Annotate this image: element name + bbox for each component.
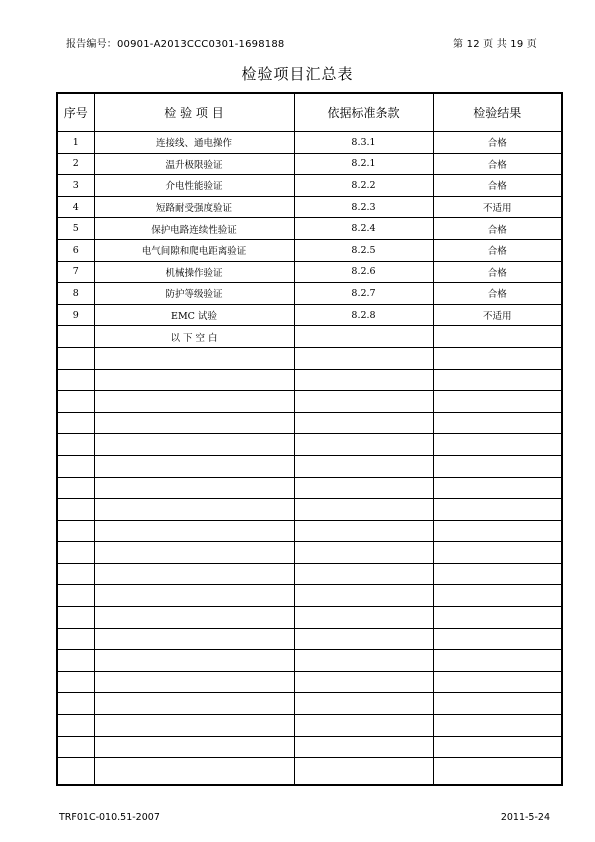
cell-no bbox=[57, 628, 94, 650]
cell-result: 不适用 bbox=[433, 196, 562, 218]
cell-item bbox=[94, 499, 294, 521]
cell-no: 3 bbox=[57, 175, 94, 197]
form-number: TRF01C-010.51-2007 bbox=[59, 812, 160, 823]
cell-clause bbox=[294, 542, 433, 564]
cell-no bbox=[57, 671, 94, 693]
cell-result: 合格 bbox=[433, 283, 562, 305]
cell-no bbox=[57, 326, 94, 348]
cell-clause bbox=[294, 347, 433, 369]
cell-item: 防护等级验证 bbox=[94, 283, 294, 305]
table-row bbox=[57, 369, 562, 391]
column-header-clause: 依据标准条款 bbox=[294, 93, 433, 132]
cell-clause bbox=[294, 650, 433, 672]
cell-item bbox=[94, 369, 294, 391]
table-row bbox=[57, 520, 562, 542]
cell-no bbox=[57, 369, 94, 391]
table-row bbox=[57, 499, 562, 521]
cell-result: 合格 bbox=[433, 261, 562, 283]
cell-clause: 8.2.6 bbox=[294, 261, 433, 283]
cell-no bbox=[57, 650, 94, 672]
cell-no bbox=[57, 347, 94, 369]
cell-result bbox=[433, 326, 562, 348]
table-row bbox=[57, 239, 562, 261]
cell-no bbox=[57, 585, 94, 607]
table-row bbox=[57, 283, 562, 305]
cell-clause bbox=[294, 455, 433, 477]
cell-item bbox=[94, 391, 294, 413]
column-header-no: 序号 bbox=[57, 93, 94, 132]
table-row bbox=[57, 671, 562, 693]
cell-clause bbox=[294, 326, 433, 348]
cell-clause bbox=[294, 715, 433, 737]
table-body bbox=[57, 132, 562, 786]
cell-result bbox=[433, 736, 562, 758]
cell-clause bbox=[294, 369, 433, 391]
cell-item bbox=[94, 347, 294, 369]
cell-item: EMC 试验 bbox=[94, 304, 294, 326]
cell-no bbox=[57, 434, 94, 456]
page-info: 第 12 页 共 19 页 bbox=[453, 39, 537, 50]
cell-clause bbox=[294, 607, 433, 629]
cell-no bbox=[57, 542, 94, 564]
table-row bbox=[57, 326, 562, 348]
cell-no bbox=[57, 607, 94, 629]
cell-result bbox=[433, 412, 562, 434]
end-note: 以 下 空 白 bbox=[94, 326, 294, 348]
cell-clause bbox=[294, 563, 433, 585]
cell-no bbox=[57, 477, 94, 499]
table-row bbox=[57, 693, 562, 715]
cell-clause: 8.2.4 bbox=[294, 218, 433, 240]
table-row bbox=[57, 650, 562, 672]
table-row bbox=[57, 412, 562, 434]
cell-item bbox=[94, 520, 294, 542]
cell-result bbox=[433, 542, 562, 564]
table-row bbox=[57, 563, 562, 585]
column-header-result: 检验结果 bbox=[433, 93, 562, 132]
table-row bbox=[57, 218, 562, 240]
cell-result: 合格 bbox=[433, 175, 562, 197]
cell-result: 合格 bbox=[433, 153, 562, 175]
table-row bbox=[57, 196, 562, 218]
cell-clause bbox=[294, 693, 433, 715]
cell-result bbox=[433, 628, 562, 650]
cell-item: 电气间隙和爬电距离验证 bbox=[94, 239, 294, 261]
cell-item bbox=[94, 412, 294, 434]
footer-date: 2011-5-24 bbox=[500, 812, 550, 823]
cell-item: 保护电路连续性验证 bbox=[94, 218, 294, 240]
cell-result bbox=[433, 563, 562, 585]
cell-no: 8 bbox=[57, 283, 94, 305]
table-row bbox=[57, 153, 562, 175]
page-title: 检验项目汇总表 bbox=[241, 65, 354, 83]
cell-result: 不适用 bbox=[433, 304, 562, 326]
cell-item bbox=[94, 563, 294, 585]
cell-result bbox=[433, 758, 562, 786]
cell-clause: 8.2.1 bbox=[294, 153, 433, 175]
cell-no bbox=[57, 715, 94, 737]
table-row bbox=[57, 628, 562, 650]
cell-no bbox=[57, 758, 94, 786]
table-row bbox=[57, 455, 562, 477]
column-header-item: 检 验 项 目 bbox=[94, 93, 294, 132]
cell-result bbox=[433, 499, 562, 521]
cell-item bbox=[94, 542, 294, 564]
cell-clause: 8.2.3 bbox=[294, 196, 433, 218]
table-row bbox=[57, 347, 562, 369]
cell-item bbox=[94, 434, 294, 456]
cell-result bbox=[433, 369, 562, 391]
table-row bbox=[57, 585, 562, 607]
cell-item bbox=[94, 607, 294, 629]
cell-item bbox=[94, 693, 294, 715]
cell-result: 合格 bbox=[433, 132, 562, 154]
table-row bbox=[57, 175, 562, 197]
table-header-row bbox=[57, 93, 562, 132]
cell-item: 介电性能验证 bbox=[94, 175, 294, 197]
cell-item bbox=[94, 671, 294, 693]
cell-item bbox=[94, 455, 294, 477]
cell-clause: 8.2.8 bbox=[294, 304, 433, 326]
cell-clause bbox=[294, 736, 433, 758]
cell-no bbox=[57, 391, 94, 413]
cell-result bbox=[433, 693, 562, 715]
cell-clause bbox=[294, 520, 433, 542]
cell-item bbox=[94, 585, 294, 607]
cell-clause bbox=[294, 671, 433, 693]
table-row bbox=[57, 304, 562, 326]
cell-item bbox=[94, 758, 294, 786]
table-row bbox=[57, 391, 562, 413]
table-row bbox=[57, 607, 562, 629]
cell-result bbox=[433, 477, 562, 499]
cell-no bbox=[57, 499, 94, 521]
cell-clause: 8.2.5 bbox=[294, 239, 433, 261]
cell-no: 2 bbox=[57, 153, 94, 175]
table-row bbox=[57, 715, 562, 737]
table-row bbox=[57, 132, 562, 154]
inspection-summary-table bbox=[56, 92, 563, 786]
cell-item bbox=[94, 715, 294, 737]
table-row bbox=[57, 261, 562, 283]
cell-no: 9 bbox=[57, 304, 94, 326]
cell-no bbox=[57, 693, 94, 715]
cell-item bbox=[94, 477, 294, 499]
table-row bbox=[57, 542, 562, 564]
cell-clause bbox=[294, 391, 433, 413]
cell-item: 短路耐受强度验证 bbox=[94, 196, 294, 218]
cell-result bbox=[433, 391, 562, 413]
cell-item bbox=[94, 650, 294, 672]
cell-item: 温升极限验证 bbox=[94, 153, 294, 175]
cell-result bbox=[433, 520, 562, 542]
cell-clause bbox=[294, 412, 433, 434]
cell-no bbox=[57, 412, 94, 434]
cell-clause bbox=[294, 499, 433, 521]
report-number: 报告编号：00901-A2013CCC0301-1698188 bbox=[66, 39, 285, 50]
table-row bbox=[57, 736, 562, 758]
cell-result bbox=[433, 585, 562, 607]
cell-item: 连接线、通电操作 bbox=[94, 132, 294, 154]
cell-clause bbox=[294, 585, 433, 607]
cell-item bbox=[94, 736, 294, 758]
cell-result bbox=[433, 607, 562, 629]
cell-no: 4 bbox=[57, 196, 94, 218]
cell-no: 1 bbox=[57, 132, 94, 154]
cell-result bbox=[433, 434, 562, 456]
cell-clause bbox=[294, 477, 433, 499]
cell-result bbox=[433, 347, 562, 369]
table-row bbox=[57, 434, 562, 456]
cell-no: 7 bbox=[57, 261, 94, 283]
cell-no: 5 bbox=[57, 218, 94, 240]
cell-clause: 8.3.1 bbox=[294, 132, 433, 154]
cell-item: 机械操作验证 bbox=[94, 261, 294, 283]
cell-result bbox=[433, 715, 562, 737]
cell-no bbox=[57, 455, 94, 477]
cell-result bbox=[433, 650, 562, 672]
cell-item bbox=[94, 628, 294, 650]
cell-clause bbox=[294, 628, 433, 650]
cell-clause bbox=[294, 758, 433, 786]
cell-result bbox=[433, 671, 562, 693]
cell-no bbox=[57, 736, 94, 758]
table-row bbox=[57, 477, 562, 499]
cell-clause bbox=[294, 434, 433, 456]
cell-no bbox=[57, 563, 94, 585]
cell-no bbox=[57, 520, 94, 542]
cell-result: 合格 bbox=[433, 239, 562, 261]
cell-clause: 8.2.2 bbox=[294, 175, 433, 197]
cell-no: 6 bbox=[57, 239, 94, 261]
cell-clause: 8.2.7 bbox=[294, 283, 433, 305]
cell-result bbox=[433, 455, 562, 477]
table-row bbox=[57, 758, 562, 786]
cell-result: 合格 bbox=[433, 218, 562, 240]
